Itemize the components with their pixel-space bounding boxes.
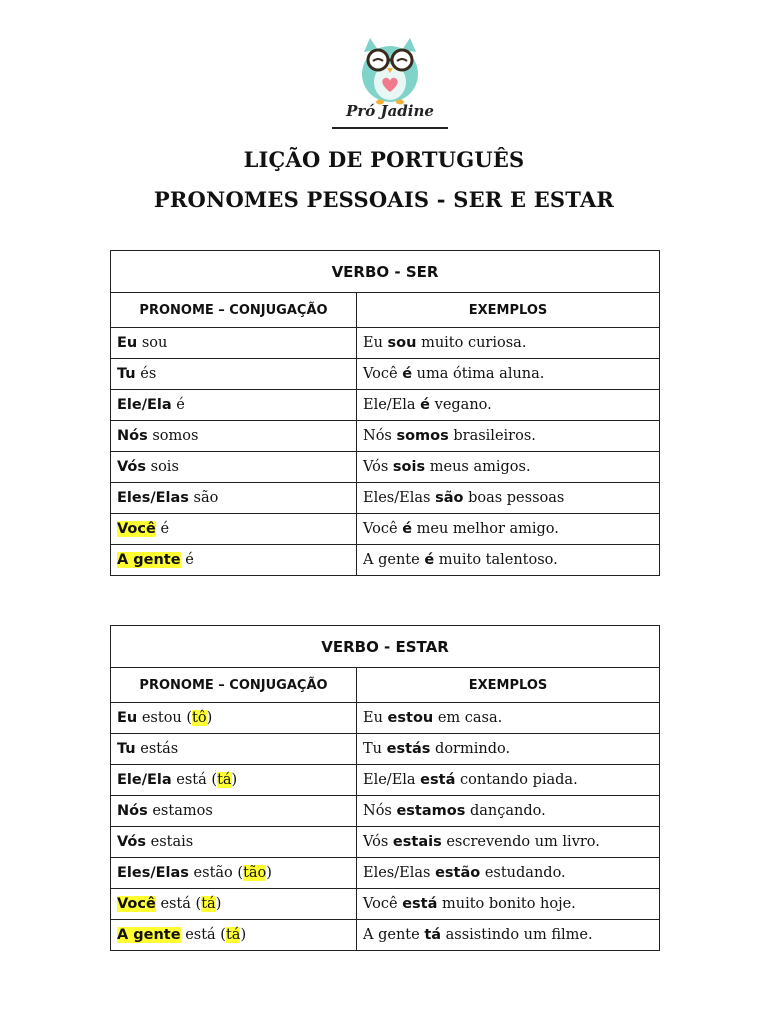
example-rest: brasileiros. [453,428,536,444]
table-row [111,545,660,576]
conjugation-cell [111,359,357,390]
conjugation-cell [111,827,357,858]
conjugation-cell [111,545,357,576]
example-rest: estudando. [484,865,566,881]
conjugation-cell [111,452,357,483]
informal-form: tá [217,772,232,788]
pronoun: Ele/Ela [117,772,172,788]
example-rest: muito bonito hoje. [441,896,576,912]
example-verb: está [420,772,456,788]
verb-ser-table [110,250,660,576]
pronoun: Eu [117,710,138,726]
example-cell [357,359,660,390]
example-rest: dormindo. [435,741,511,757]
conjugation-cell: Você está (tá) [111,889,357,920]
informal-form: tão [243,865,267,881]
example-subject: Eu [363,710,383,726]
conjugation-cell: Ele/Ela está (tá) [111,765,357,796]
example-rest: meus amigos. [429,459,531,475]
informal-form: tô [192,710,207,726]
example-rest: meu melhor amigo. [416,521,559,537]
verb-form: são [193,490,219,506]
pronoun: Nós [117,803,148,819]
table-row [111,796,660,827]
table-row [111,858,660,889]
example-verb: estão [435,865,481,881]
example-subject: Eu [363,335,383,351]
pronoun: Eles/Elas [117,865,189,881]
example-rest: boas pessoas [468,490,565,506]
lesson-subtitle: PRONOMES PESSOAIS - SER E ESTAR [153,187,615,212]
example-subject: A gente [363,552,420,568]
example-subject: Vós [363,459,389,475]
informal-form: tá [201,896,216,912]
pronoun: Você [117,896,156,912]
example-cell [357,390,660,421]
example-cell [357,483,660,514]
example-verb: somos [396,428,449,444]
verb-form: és [140,366,157,382]
example-verb: está [402,896,438,912]
verb-form: estás [140,741,179,757]
example-cell [357,514,660,545]
verb-form: está [160,896,191,912]
conjugation-cell: A gente está (tá) [111,920,357,951]
example-verb: tá [424,927,442,943]
example-subject: Eles/Elas [363,865,431,881]
table-row [111,920,660,951]
table-row [111,889,660,920]
pronoun: Tu [117,741,136,757]
example-cell [357,858,660,889]
verb-form: é [160,521,170,537]
pronoun: Você [117,521,156,537]
table-row [111,328,660,359]
pronoun: Vós [117,459,147,475]
verb-form: estou [141,710,182,726]
verb-form: estais [150,834,194,850]
table-caption: VERBO - ESTAR [111,626,660,668]
verb-form: é [185,552,194,568]
example-rest: em casa. [437,710,503,726]
example-verb: estou [387,710,434,726]
verb-estar-table [110,625,660,951]
example-subject: Tu [363,741,383,757]
example-cell [357,827,660,858]
column-header-examples: EXEMPLOS [357,293,660,328]
pronoun: Nós [117,428,148,444]
example-subject: A gente [363,927,420,943]
table-row [111,452,660,483]
example-verb: estás [386,741,431,757]
table-row [111,765,660,796]
example-rest: dançando. [469,803,546,819]
table-row [111,421,660,452]
owl-icon [330,30,450,106]
pronoun: Eles/Elas [117,490,189,506]
verb-form: sois [150,459,179,475]
logo-text: Pró Jadine [346,102,434,120]
table-caption: VERBO - SER [111,251,660,293]
column-header-examples: EXEMPLOS [357,668,660,703]
table-row [111,703,660,734]
table-row [111,827,660,858]
table-row [111,734,660,765]
pronoun: Eu [117,335,138,351]
verb-form: somos [152,428,199,444]
example-cell [357,889,660,920]
verb-form: estão [193,865,233,881]
verb-form: estamos [152,803,213,819]
owl-logo [330,30,450,132]
pronoun: Ele/Ela [117,397,172,413]
example-subject: Eles/Elas [363,490,431,506]
example-cell [357,765,660,796]
table-row [111,359,660,390]
conjugation-cell [111,328,357,359]
column-header-pronoun: PRONOME – CONJUGAÇÃO [111,668,357,703]
example-subject: Vós [363,834,389,850]
pronoun: A gente [117,552,181,568]
example-rest: uma ótima aluna. [416,366,545,382]
table-row [111,390,660,421]
column-header-pronoun: PRONOME – CONJUGAÇÃO [111,293,357,328]
example-cell [357,421,660,452]
pronoun: A gente [117,927,181,943]
conjugation-cell [111,796,357,827]
example-verb: é [402,366,413,382]
example-verb: é [402,521,413,537]
example-subject: Você [363,366,398,382]
pronoun: Vós [117,834,147,850]
conjugation-cell: Eu estou (tô) [111,703,357,734]
example-verb: são [435,490,464,506]
example-verb: é [424,552,435,568]
example-subject: Você [363,521,398,537]
example-subject: Nós [363,428,392,444]
example-rest: muito curiosa. [421,335,527,351]
verb-form: é [176,397,185,413]
example-verb: estamos [396,803,466,819]
example-cell [357,796,660,827]
pronoun: Tu [117,366,136,382]
conjugation-cell [111,421,357,452]
example-verb: estais [392,834,442,850]
table-row [111,483,660,514]
conjugation-cell [111,390,357,421]
conjugation-cell [111,514,357,545]
example-rest: assistindo um filme. [445,927,593,943]
example-rest: escrevendo um livro. [446,834,600,850]
example-subject: Você [363,896,398,912]
example-verb: é [420,397,431,413]
table-row [111,514,660,545]
example-subject: Nós [363,803,392,819]
lesson-title: LIÇÃO DE PORTUGUÊS [243,147,525,172]
example-cell [357,703,660,734]
example-verb: sou [387,335,417,351]
example-rest: muito talentoso. [438,552,558,568]
verb-form: está [185,927,216,943]
example-cell [357,920,660,951]
verb-form: sou [141,335,168,351]
example-rest: contando piada. [459,772,578,788]
conjugation-cell: Eles/Elas estão (tão) [111,858,357,889]
example-verb: sois [392,459,426,475]
example-cell [357,545,660,576]
example-rest: vegano. [434,397,492,413]
informal-form: tá [225,927,241,943]
conjugation-cell [111,483,357,514]
logo-underline [332,127,448,129]
example-cell [357,734,660,765]
verb-form: está [176,772,207,788]
example-cell [357,328,660,359]
example-subject: Ele/Ela [363,397,416,413]
conjugation-cell [111,734,357,765]
example-subject: Ele/Ela [363,772,416,788]
example-cell [357,452,660,483]
